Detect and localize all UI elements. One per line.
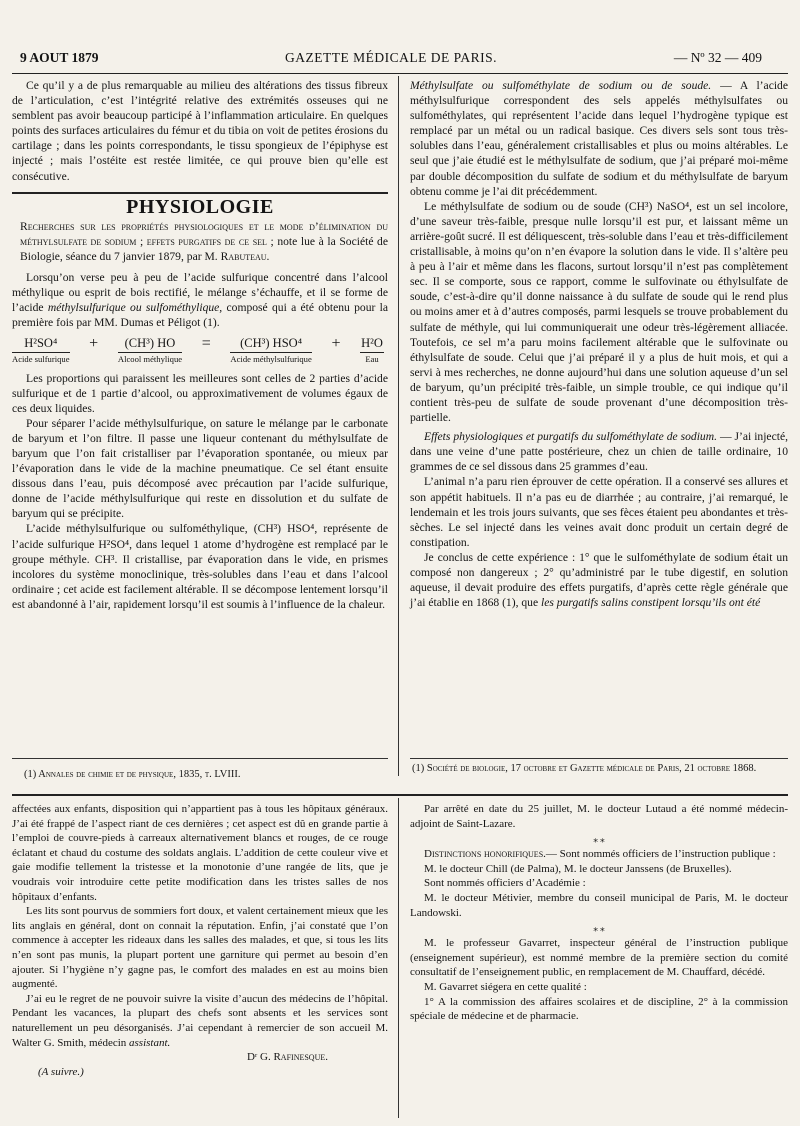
section-title: PHYSIOLOGIE <box>126 195 274 218</box>
right-footnote: (1) Société de biologie, 17 octobre et Gazette médicale de Paris, 21 octobre 1868. <box>412 763 757 774</box>
chemical-equation <box>12 336 384 364</box>
bottom-left-column <box>12 802 388 1079</box>
bottom-left-paragraph-2: Les lits sont pourvus de sommiers fort doux, et valent certainement mieux que les lits anglais en général, dont on connait la réputation. Enfin, j’ai constaté que l’on commence à accepter les rideaux dans les salles des malades, et que, si tous les lits n’en sont pas munis, la plupart portent une garniture qui permet au besoin d’en ajouter. Si l’hygiène n’y gagne pas, le comfort des malades en est au moins bien augmenté. <box>12 905 388 991</box>
header-rule <box>12 73 788 74</box>
page-number: — Nº 32 — 409 <box>673 50 762 65</box>
right-paragraph-2: Le méthylsulfate de sodium ou de soude (CH³) NaSO⁴, est un sel incolore, d’une saveur très-faible, presque nulle lorsqu’il est pur, et laissant même un arrière-goût sucré. Il est déliquescent, très-soluble dans l’eau et très-difficilement cristallisable, à moins qu’on n’en évapore la solution dans le vide. Il s’altère peu à peu à l’air et même dans les flacons, surtout lorsqu’il n’est pas complètement sec. Il se comporte, sous ce rapport, comme le sulfovinate ou éthylsulfate de soude, c’est-à-dire qu’il donne naissance à du sulfate de soude qui le rend plus ou moins amer et à d’autres composés, parmi lesquels se trouve probablement du sulfate de méthyle, qui lui communiquerait une odeur très-légèrement alliacée. Toutefois, ce sel m’a paru moins facilement altérable que le sulfovinate ou éthylsulfate de soude. Celui que j’ai préparé il y a plus de huit mois, et qui a servi à mes recherches, ne donne aujourd’hui dans une solution aqueuse d’un sel de baryum, qu’un précipité très-faible, un simple trouble, ce qui indique qu’il contient très-peu de sulfate de soude provenant d’une décomposition très-partielle. <box>410 199 788 425</box>
paragraph-1: Lorsqu’on verse peu à peu de l’acide sulfurique concentré dans l’alcool méthylique ou esprit de bois rectifié, le mélange s’échauffe, et il se forme de l’acide méthylsulfurique ou sulfométhylique, composé qui a été obtenu pour la première fois par MM. Dumas et Péligot (1). <box>12 271 389 330</box>
subheading-effects: Effets physiologiques et purgatifs du sulfométhylate de sodium. <box>424 430 717 444</box>
right-paragraph-3: Effets physiologiques et purgatifs du sulfométhylate de sodium. — J’ai injecté, dans une veine d’une patte postérieure, chez un chien de taille ordinaire, 10 grammes de ce sel dissous dans 25 grammes d’eau. <box>410 430 788 474</box>
news-gavarret: M. le professeur Gavarret, inspecteur général de l’instruction publique (enseignement supérieur), est nommé membre de la première section du comité consultatif de l’enseignement public, en remplacement de M. Chauffard, décédé. <box>410 937 788 979</box>
right-column <box>410 78 788 610</box>
bottom-column-divider <box>398 798 399 1118</box>
to-be-continued: (A suivre.) <box>38 1065 84 1078</box>
right-paragraph-1: Méthylsulfate ou sulfométhylate de sodium ou de soude. — A l’acide méthylsulfurique correspondent des sels appelés méthylsulfates ou sulfométhylates, qui représentent l’acide dans lequel l’hydrogène typique est remplacé par un métal ou un radical basique. Ces divers sels sont tous très-solubles dans l’eau, généralement cristallisables et plus ou moins altérables. Le seul que j’aie étudié est le méthylsulfate de sodium, que j’ai préparé moi-même par double décomposition du sulfate de sodium et du méthylsulfate de baryum obtenu comme je l’ai dit précédemment. <box>410 79 789 198</box>
left-column <box>12 78 388 612</box>
paragraph-2: Les proportions qui paraissent les meilleures sont celles de 2 parties d’acide sulfurique et de 1 partie d’alcool, ou approximativement de volumes égaux de ces deux liquides. <box>12 371 388 415</box>
left-footnote: (1) Annales de chimie et de physique, 1835, t. LVIII. <box>24 769 241 780</box>
formula-term-4: H²O Eau <box>361 336 383 364</box>
section-rule <box>12 192 388 194</box>
paragraph-4: L’acide méthylsulfurique ou sulfométhylique, (CH³) HSO⁴, représente de l’acide sulfurique H²SO⁴, dans lequel 1 atome d’hydrogène est remplacé par le groupe méthyle. CH³. Il cristallise, par évaporation dans le vide, en prismes incolores du système monoclinique, très-solubles dans l’eau et dans l’alcool ordinaire ; cet acide est facilement altérable. Il se décompose lentement lorsqu’il est abandonné à l’air, rapidement lorsqu’il est soumis à l’influence de la chaleur. <box>12 522 388 611</box>
issue-date: 9 AOUT 1879 <box>20 50 99 65</box>
bottom-left-paragraph-3: J’ai eu le regret de ne pouvoir suivre la visite d’aucun des médecins de l’hôpital. Pendant les vacances, la plupart des chefs sont absents et les services sont naturellement un peu désorganisés. J’ai cependant à remercier de son accueil M. Walter G. Smith, médecin assistant. <box>12 992 388 1049</box>
news-honors: Distinctions honorifiques.— Sont nommés officiers de l’instruction publique : <box>424 848 776 861</box>
signature: Dʳ G. Rafinesque. <box>246 1051 328 1064</box>
formula-term-3: (CH³) HSO⁴ Acide méthylsulfurique <box>230 336 312 364</box>
paragraph-3: Pour séparer l’acide méthylsulfurique, on sature le mélange par le carbonate de baryum et l’on filtre. Il passe une liqueur contenant du méthylsulfate de baryum que l’on fait cristalliser par l’évaporation spontanée, ou mieux par l’évaporation dans le vide de la machine pneumatique. Ce sel étant ensuite dissous dans l’eau, puis décomposé avec précaution par l’acide sulfurique, donne de l’acide méthylsulfurique qui reste en dissolution et du sulfate de baryum qui se précipite. <box>12 416 388 521</box>
news-gavarret-commissions: 1° A la commission des affaires scolaires et de discipline, 2° à la commission spéciale de médecine et de pharmacie. <box>410 995 788 1023</box>
separator-stars: ⁎ ⁎ <box>593 923 605 934</box>
article-author: Rabuteau. <box>220 249 270 263</box>
left-footnote-rule <box>12 758 388 759</box>
formula-term-2: (CH³) HO Alcool méthylique <box>117 336 183 364</box>
article-title: Recherches sur les propriétés physiologiques et le mode d’élimination du méthylsulfate de sodium ; effets purgatifs de ce sel <box>20 219 388 248</box>
article-heading <box>12 219 388 264</box>
column-divider <box>398 76 399 776</box>
subheading-methylsulfate: Méthylsulfate ou sulfométhylate de sodium ou de soude. <box>410 79 712 92</box>
right-footnote-rule <box>410 758 788 759</box>
formula-plus: + <box>89 335 99 353</box>
bottom-left-paragraph-1: affectées aux enfants, disposition qui n’appartient pas à tous les hôpitaux généraux. J’ai été frappé de l’aspect riant de ces dernières ; cet aspect est dû en grande partie à l’emploi de couvre-pieds à carreaux alternativement blancs et rouges, de ce rouge éclatant et chaud du costume des soldats anglais. L’addition de cette couleur vive et gaie modifie tellement la tristesse et la monotonie d’une rangée de lits, que je voudrais voir introduire cette petite modification dans les tristes salles de nos hôpitaux d’enfants. <box>12 803 388 903</box>
news-honors-names: M. le docteur Chill (de Palma), M. le docteur Janssens (de Bruxelles). <box>424 862 732 875</box>
news-gavarret-role: M. Gavarret siégera en cette qualité : <box>424 980 587 993</box>
journal-title: GAZETTE MÉDICALE DE PARIS. <box>285 50 497 65</box>
news-appointment: Par arrêté en date du 25 juillet, M. le docteur Lutaud a été nommé médecin-adjoint de Saint-Lazare. <box>410 803 788 830</box>
right-paragraph-5: Je conclus de cette expérience : 1° que le sulfométhylate de sodium était un composé non dangereux ; 2° qu’administré par le tube digestif, en solution aqueuse, il devait produire des effets purgatifs, d’après cette règle générale que j’ai établie en 1868 (1), que les purgatifs salins constipent lorsqu’ils ont été <box>410 550 788 610</box>
right-paragraph-4: L’animal n’a paru rien éprouver de cette opération. Il a conservé ses allures et son appétit habituels. Il n’a pas eu de diarrhée ; au contraire, j’ai remarqué, le lendemain et les trois jours suivants, que ses fèces étaient peu abondantes et très-sèches. Le sel injecté dans les veines avait donc produit un certain degré de constipation. <box>410 475 788 549</box>
separator-stars: ⁎ ⁎ <box>593 834 605 845</box>
formula-term-1: H²SO⁴ Acide sulfurique <box>12 336 70 364</box>
formula-plus: + <box>331 335 341 353</box>
page-header <box>20 50 762 70</box>
news-academy: Sont nommés officiers d’Académie : <box>424 877 586 890</box>
intro-paragraph: Ce qu’il y a de plus remarquable au milieu des altérations des tissus fibreux de l’articulation, c’est l’intégrité relative des extrémités osseuses qui ne semblent pas avoir beaucoup participé à l’inflammation articulaire. En quelques points des surfaces articulaires du fémur et du tibia on voit de petites érosions du cartilage ; dans les points correspondants, le tissu spongieux de l’épiphyse est injecté ; mais l’ostéite est restée limitée, ce qui prouve bien qu’elle est consécutive. <box>12 79 388 183</box>
news-academy-names: M. le docteur Métivier, membre du conseil municipal de Paris, M. le docteur Landowski. <box>410 891 788 919</box>
bottom-right-column <box>410 802 788 1024</box>
bottom-section-rule <box>12 794 788 796</box>
article-note: ; note lue à la Société de Biologie, séance du 7 janvier 1879, par M. <box>20 234 389 263</box>
formula-equals: = <box>201 335 211 353</box>
